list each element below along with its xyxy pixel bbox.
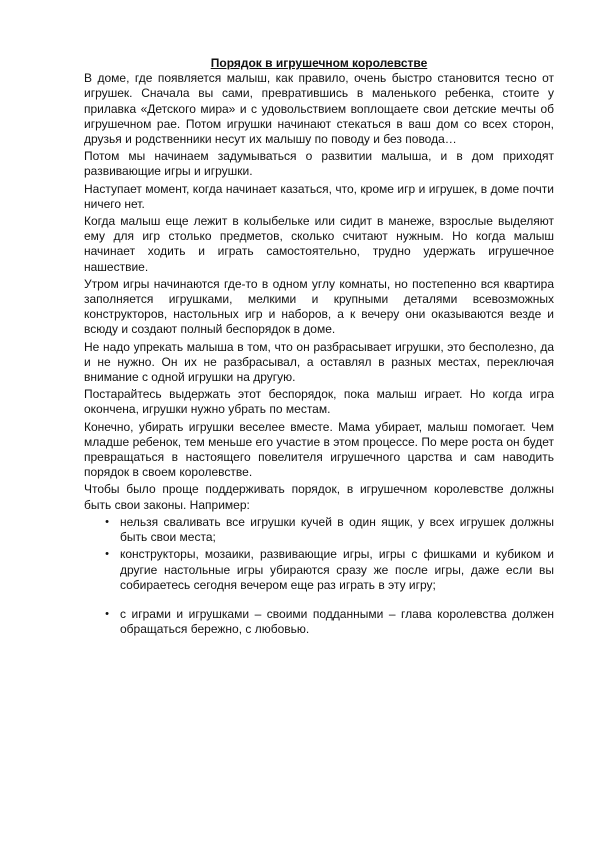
list-item-text: конструкторы, мозаики, развивающие игры, игры с фишками и кубиком и другие настольные игры убираются сразу же после игры, даже если вы собираетесь сегодня вечером еще раз играть в эту игру;	[120, 547, 554, 592]
paragraph-8: Конечно, убирать игрушки веселее вместе. Мама убирает, малыш помогает. Чем младше ребенок, тем меньше его участие в этом процессе. По мере роста он будет превращаться в настоящего повелителя игрушечного царства и сам наводить порядок в своем королевстве.	[84, 419, 554, 480]
rules-list	[84, 515, 554, 637]
bullet-icon: •	[105, 607, 109, 620]
bullet-icon: •	[105, 548, 109, 561]
paragraph-4: Когда малыш еще лежит в колыбельке или сидит в манеже, взрослые выделяют ему для игр столько предметов, сколько считают нужным. Но когда малыш начинает ходить и играть самостоятельно, трудно удержать игрушечное нашествие.	[84, 214, 554, 274]
bullet-icon: •	[105, 515, 109, 528]
document-body	[84, 56, 554, 639]
paragraph-1: В доме, где появляется малыш, как правило, очень быстро становится тесно от игрушек. Сначала вы сами, превратившись в маленького ребенка, стоите у прилавка «Детского мира» и с удовольствием воплощаете свои детские мечты об игрушечном рае. Потом игрушки начинают стекаться в ваш дом со всех сторон, друзья и родственники несут их малышу по поводу и без повода…	[84, 71, 554, 147]
paragraph-5: Утром игры начинаются где-то в одном углу комнаты, но постепенно вся квартира заполняется игрушками, мелкими и крупными деталями всевозможных конструкторов, настольных игр и наборов, а к вечеру они оказываются везде и всюду и создают полный беспорядок в доме.	[84, 276, 554, 337]
list-item	[84, 547, 554, 593]
list-item	[84, 515, 554, 545]
document-title: Порядок в игрушечном королевстве	[210, 56, 428, 70]
paragraph-3: Наступает момент, когда начинает казаться, что, кроме игр и игрушек, в доме почти ничего нет.	[84, 181, 554, 211]
list-item-text: нельзя сваливать все игрушки кучей в один ящик, у всех игрушек должны быть свои места;	[120, 514, 554, 545]
paragraph-9: Чтобы было проще поддерживать порядок, в игрушечном королевстве должны быть свои законы. Например:	[84, 482, 554, 512]
paragraph-7: Постарайтесь выдержать этот беспорядок, пока малыш играет. Но когда игра окончена, игрушки нужно убрать по местам.	[84, 387, 554, 417]
paragraph-6: Не надо упрекать малыша в том, что он разбрасывает игрушки, это бесполезно, да и не нужно. Он их не разбрасывал, а оставлял в разных местах, переключая внимание с одной игрушки на другую.	[84, 339, 554, 385]
list-item	[84, 607, 554, 637]
paragraph-2: Потом мы начинаем задумываться о развитии малыша, и в дом приходят развивающие игры и игрушки.	[84, 149, 554, 179]
list-item-text: с играми и игрушками – своими подданными – глава королевства должен обращаться бережно, с любовью.	[120, 606, 554, 637]
